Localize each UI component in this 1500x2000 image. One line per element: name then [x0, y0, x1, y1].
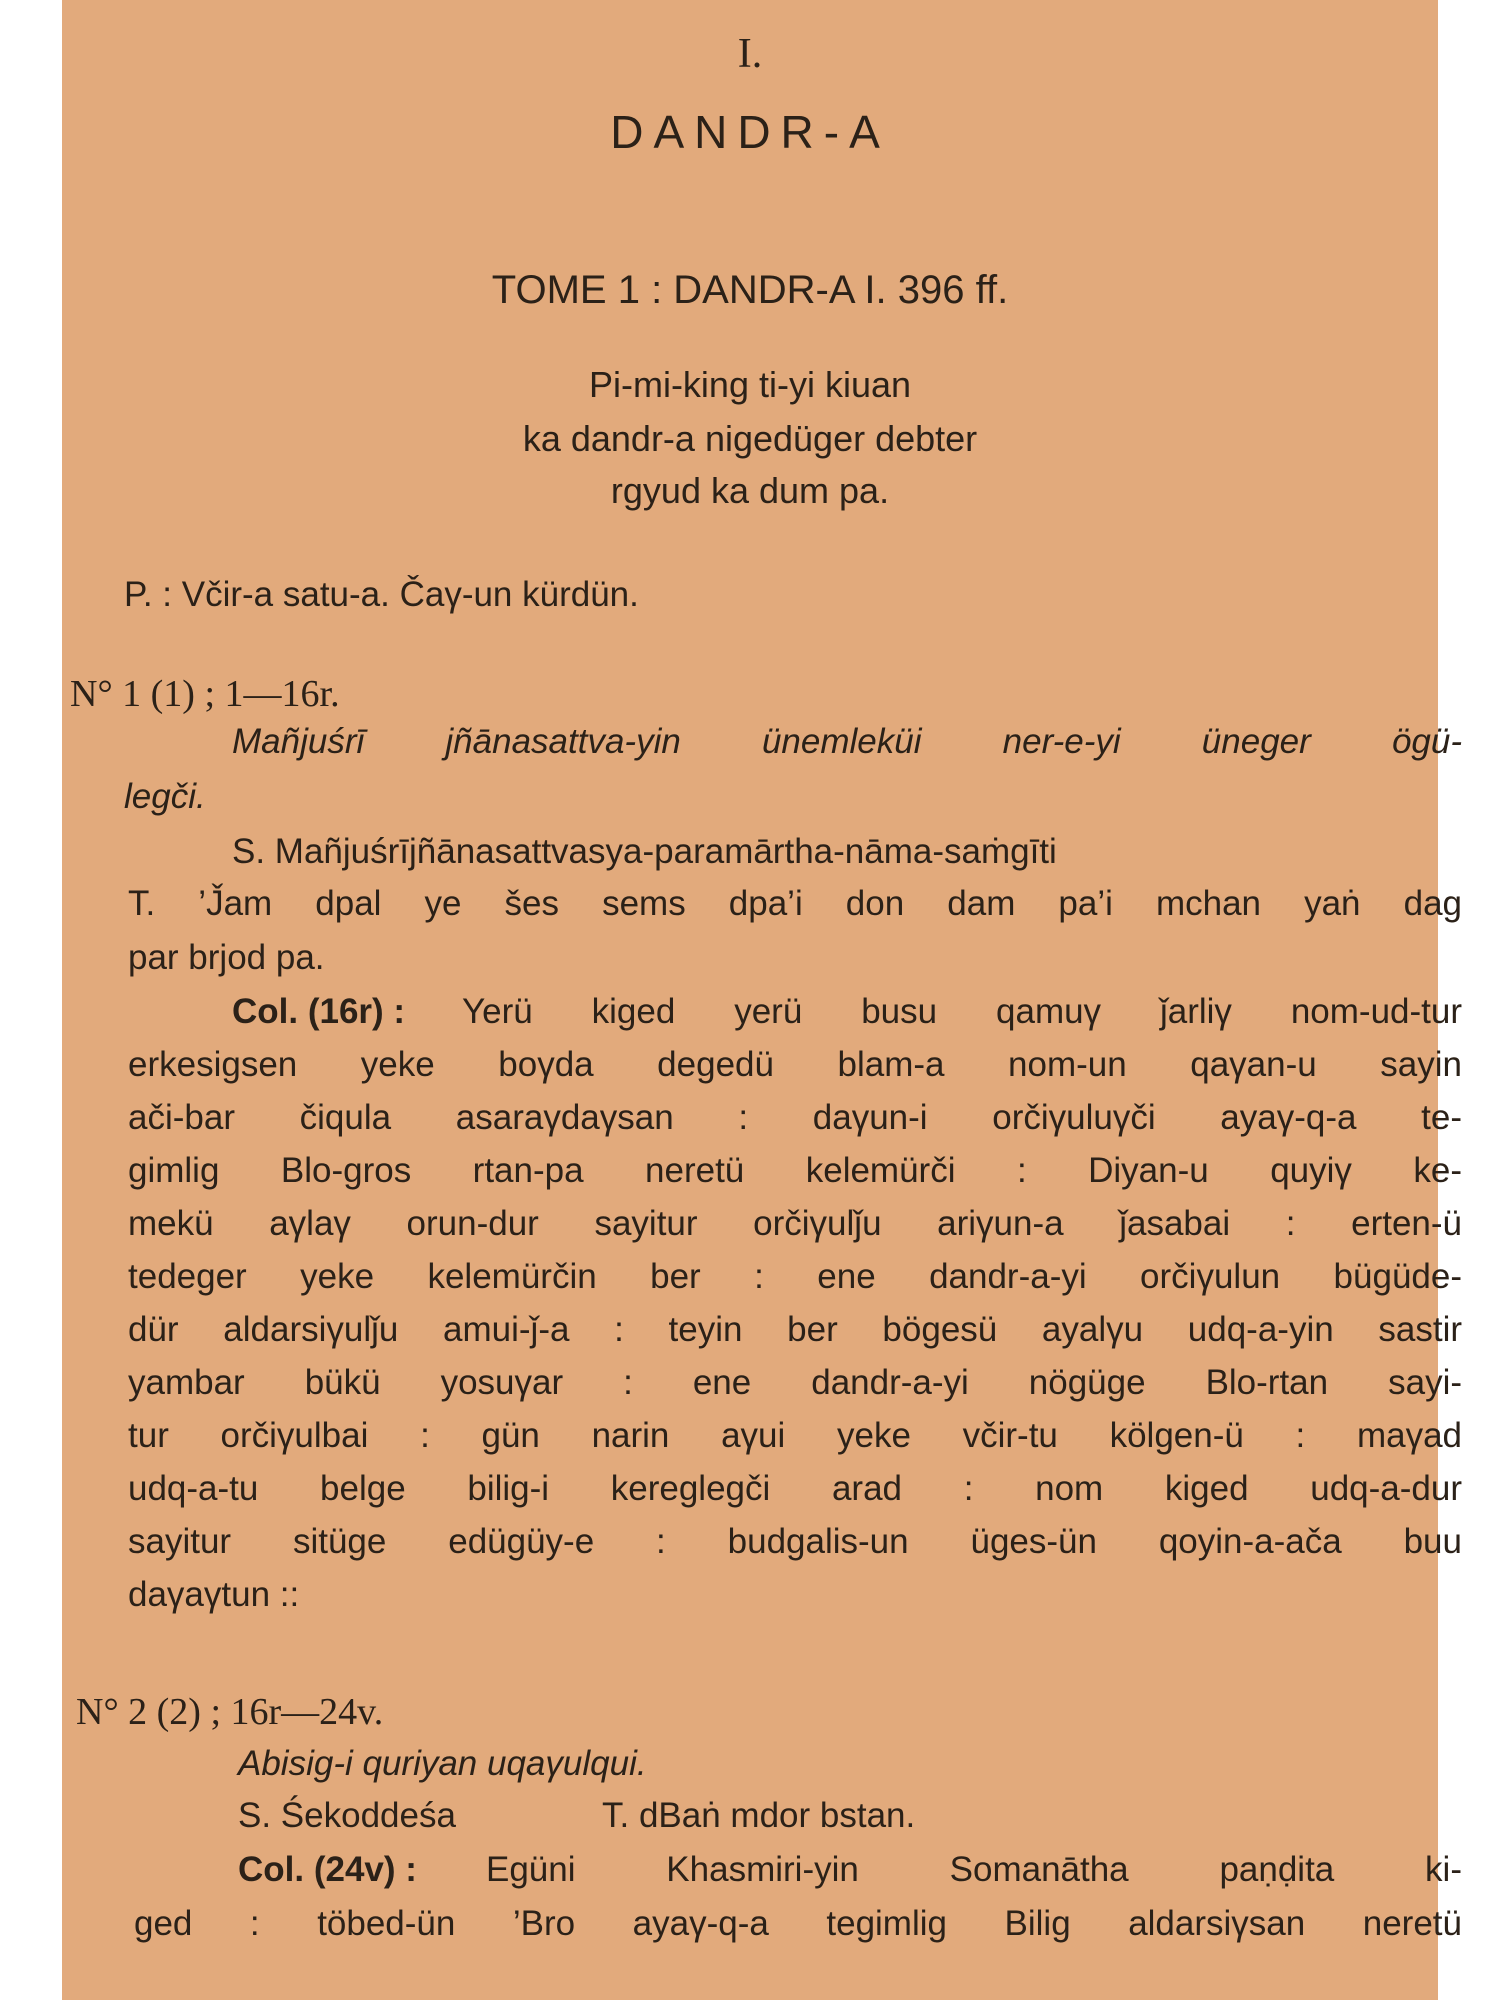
- entry-1-tibetan-line-1: T. ’J̌am dpal ye šes sems dpa’i don dam pa’i mchan yaṅ dag: [128, 884, 1462, 923]
- entry-1-colophon-line-3: ači-bar čiqula asaraγdaγsan : daγun-i orčiγuluγči ayaγ-q-a te-: [128, 1098, 1462, 1137]
- entry-2-title: Abisig-i quriyan uqaγulqui.: [238, 1744, 647, 1783]
- entry-1-colophon-line-12: daγaγtun ::: [128, 1575, 300, 1614]
- chapter-title: DANDR-A: [610, 106, 890, 158]
- entry-2-colophon-line-2: ged : töbed-ün ’Bro ayaγ-q-a tegimlig Bilig aldarsiγsan neretü: [134, 1904, 1462, 1943]
- entry-1-colophon-line-5: mekü aγlaγ orun-dur sayitur orčiγulǰu ariγun-a ǰasabai : erten-ü: [128, 1204, 1462, 1243]
- book-page: [62, 0, 1462, 2000]
- entry-2-sanskrit: S. Śekoddeśa: [238, 1796, 456, 1835]
- entry-2-heading: N° 2 (2) ; 16r—24v.: [76, 1691, 384, 1733]
- entry-1-colophon-label: Col. (16r) :: [232, 992, 406, 1031]
- entry-1-colophon-line-8: yambar bükü yosuγar : ene dandr-a-yi nögüge Blo-rtan sayi-: [128, 1363, 1462, 1402]
- subtitle-line-1: Pi-mi-king ti-yi kiuan: [588, 364, 912, 405]
- entry-1-title-line-1: Mañjuśrī jñānasattva-yin ünemleküi ner-e-yi üneger ögü-: [232, 722, 1462, 761]
- tome-heading: TOME 1 : DANDR-A I. 396 ff.: [491, 268, 1009, 312]
- entry-2-colophon-line-1: Egüni Khasmiri-yin Somanātha paṇḍita ki-: [486, 1850, 1462, 1889]
- entry-1-colophon-line-9: tur orčiγulbai : gün narin aγui yeke včir-tu kölgen-ü : maγad: [128, 1416, 1462, 1455]
- entry-2-colophon-label: Col. (24v) :: [238, 1850, 417, 1889]
- entry-1-colophon-line-4: gimlig Blo-gros rtan-pa neretü kelemürči : Diyan-u quyiγ ke-: [128, 1151, 1462, 1190]
- entry-1-colophon-line-10: udq-a-tu belge bilig-i kereglegči arad : nom kiged udq-a-dur: [128, 1469, 1462, 1508]
- entry-1-title-line-2: legči.: [124, 777, 206, 816]
- subtitle-line-2: ka dandr-a nigedüger debter: [522, 418, 978, 459]
- entry-1-colophon-line-6: tedeger yeke kelemürčin ber : ene dandr-a-yi orčiγulun bügüde-: [128, 1257, 1462, 1296]
- subtitle-line-3: rgyud ka dum pa.: [610, 470, 890, 511]
- entry-1-tibetan-line-2: par brjod pa.: [128, 938, 325, 977]
- p-line: P. : Včir-a satu-a. Čaγ-un kürdün.: [124, 575, 639, 614]
- entry-1-colophon-line-2: erkesigsen yeke boγda degedü blam-a nom-un qaγan-u sayin: [128, 1045, 1462, 1084]
- entry-1-colophon-line-7: dür aldarsiγulǰu amui-ǰ-a : teyin ber bögesü ayalγu udq-a-yin sastir: [128, 1310, 1462, 1349]
- entry-1-sanskrit: S. Mañjuśrījñānasattvasya-paramārtha-nāma-saṁgīti: [232, 832, 1057, 871]
- entry-1-heading: N° 1 (1) ; 1—16r.: [70, 673, 340, 715]
- entry-2-tibetan: T. dBaṅ mdor bstan.: [602, 1796, 916, 1835]
- entry-1-colophon-line-1: Yerü kiged yerü busu qamuγ ǰarliγ nom-ud-tur: [462, 992, 1462, 1031]
- chapter-number: I.: [737, 31, 763, 77]
- entry-1-colophon-line-11: sayitur sitüge edügüy-e : budgalis-un üges-ün qoyin-a-ača buu: [128, 1522, 1462, 1561]
